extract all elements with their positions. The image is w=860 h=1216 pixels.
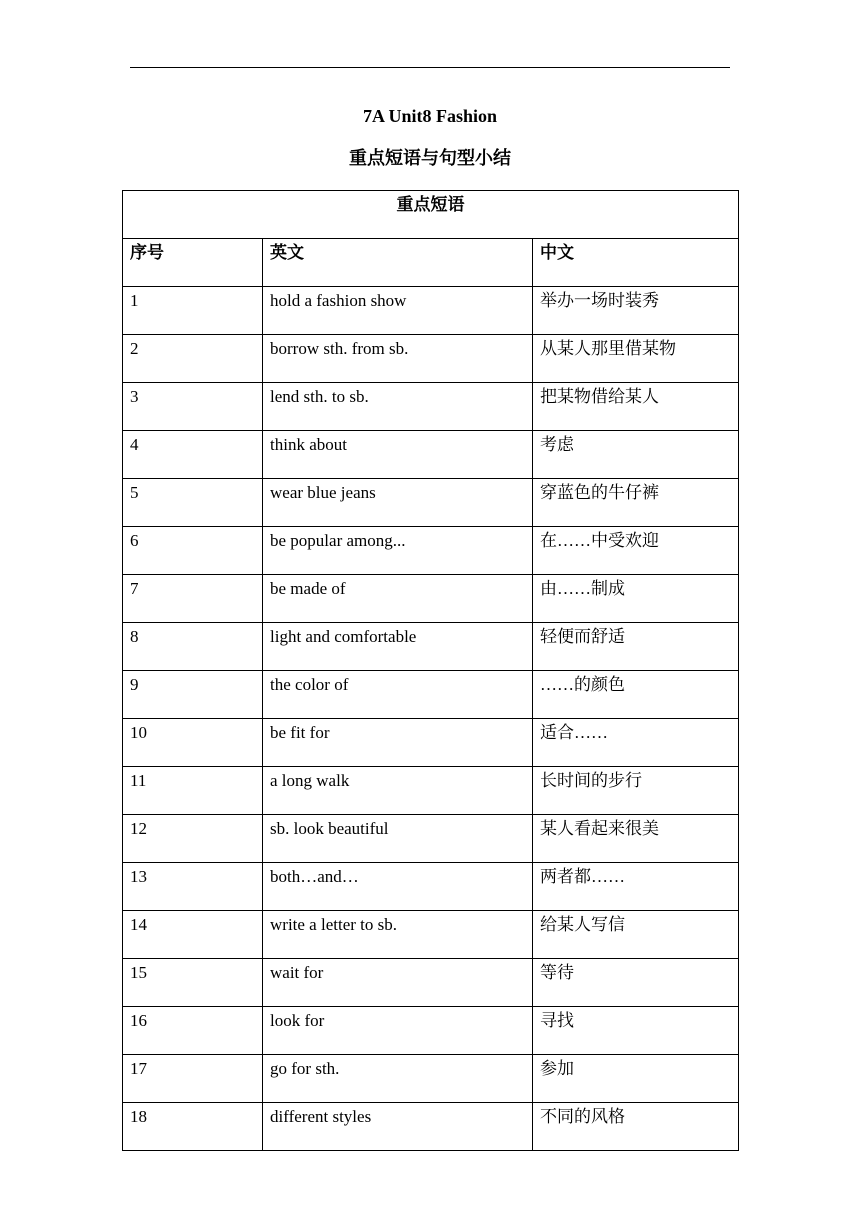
row-chinese: 长时间的步行 [533, 767, 739, 815]
table-row [123, 287, 739, 335]
row-number: 13 [123, 863, 263, 911]
row-chinese: 由……制成 [533, 575, 739, 623]
table-row [123, 335, 739, 383]
row-english: look for [263, 1007, 533, 1055]
table-row [123, 815, 739, 863]
column-header-row [123, 239, 739, 287]
row-english: a long walk [263, 767, 533, 815]
row-english: go for sth. [263, 1055, 533, 1103]
row-english: sb. look beautiful [263, 815, 533, 863]
row-chinese: 考虑 [533, 431, 739, 479]
row-chinese: ……的颜色 [533, 671, 739, 719]
row-english: lend sth. to sb. [263, 383, 533, 431]
row-english: both…and… [263, 863, 533, 911]
row-chinese: 轻便而舒适 [533, 623, 739, 671]
section-title: 重点短语 [123, 191, 739, 239]
row-english: the color of [263, 671, 533, 719]
row-english: light and comfortable [263, 623, 533, 671]
page-title: 7A Unit8 Fashion [362, 106, 498, 126]
row-number: 14 [123, 911, 263, 959]
table-row [123, 1007, 739, 1055]
row-number: 12 [123, 815, 263, 863]
table-row [123, 959, 739, 1007]
row-chinese: 给某人写信 [533, 911, 739, 959]
header-chinese: 中文 [533, 239, 739, 287]
row-chinese: 从某人那里借某物 [533, 335, 739, 383]
row-english: write a letter to sb. [263, 911, 533, 959]
row-number: 2 [123, 335, 263, 383]
table-row [123, 767, 739, 815]
row-english: be popular among... [263, 527, 533, 575]
table-row [123, 1103, 739, 1151]
row-english: be fit for [263, 719, 533, 767]
row-chinese: 参加 [533, 1055, 739, 1103]
row-number: 7 [123, 575, 263, 623]
row-chinese: 穿蓝色的牛仔裤 [533, 479, 739, 527]
row-chinese: 在……中受欢迎 [533, 527, 739, 575]
table-row [123, 479, 739, 527]
table-row [123, 671, 739, 719]
row-number: 8 [123, 623, 263, 671]
row-number: 9 [123, 671, 263, 719]
row-number: 18 [123, 1103, 263, 1151]
row-chinese: 把某物借给某人 [533, 383, 739, 431]
phrase-table [122, 190, 739, 1151]
table-row [123, 623, 739, 671]
row-chinese: 寻找 [533, 1007, 739, 1055]
row-english: be made of [263, 575, 533, 623]
table-row [123, 719, 739, 767]
table-row [123, 431, 739, 479]
table-row [123, 575, 739, 623]
row-english: different styles [263, 1103, 533, 1151]
row-number: 4 [123, 431, 263, 479]
row-number: 3 [123, 383, 263, 431]
header-rule [130, 67, 730, 68]
row-chinese: 举办一场时装秀 [533, 287, 739, 335]
row-chinese: 某人看起来很美 [533, 815, 739, 863]
row-number: 10 [123, 719, 263, 767]
row-number: 5 [123, 479, 263, 527]
page-subtitle: 重点短语与句型小结 [349, 148, 511, 168]
row-chinese: 适合…… [533, 719, 739, 767]
row-number: 6 [123, 527, 263, 575]
row-number: 11 [123, 767, 263, 815]
section-header-row [123, 191, 739, 239]
table-row [123, 527, 739, 575]
row-number: 1 [123, 287, 263, 335]
row-number: 16 [123, 1007, 263, 1055]
row-english: wear blue jeans [263, 479, 533, 527]
table-row [123, 863, 739, 911]
header-english: 英文 [263, 239, 533, 287]
row-chinese: 等待 [533, 959, 739, 1007]
header-number: 序号 [123, 239, 263, 287]
row-number: 15 [123, 959, 263, 1007]
row-chinese: 不同的风格 [533, 1103, 739, 1151]
table-row [123, 383, 739, 431]
table-row [123, 911, 739, 959]
row-english: wait for [263, 959, 533, 1007]
row-number: 17 [123, 1055, 263, 1103]
row-english: think about [263, 431, 533, 479]
table-row [123, 1055, 739, 1103]
row-english: borrow sth. from sb. [263, 335, 533, 383]
row-chinese: 两者都…… [533, 863, 739, 911]
row-english: hold a fashion show [263, 287, 533, 335]
